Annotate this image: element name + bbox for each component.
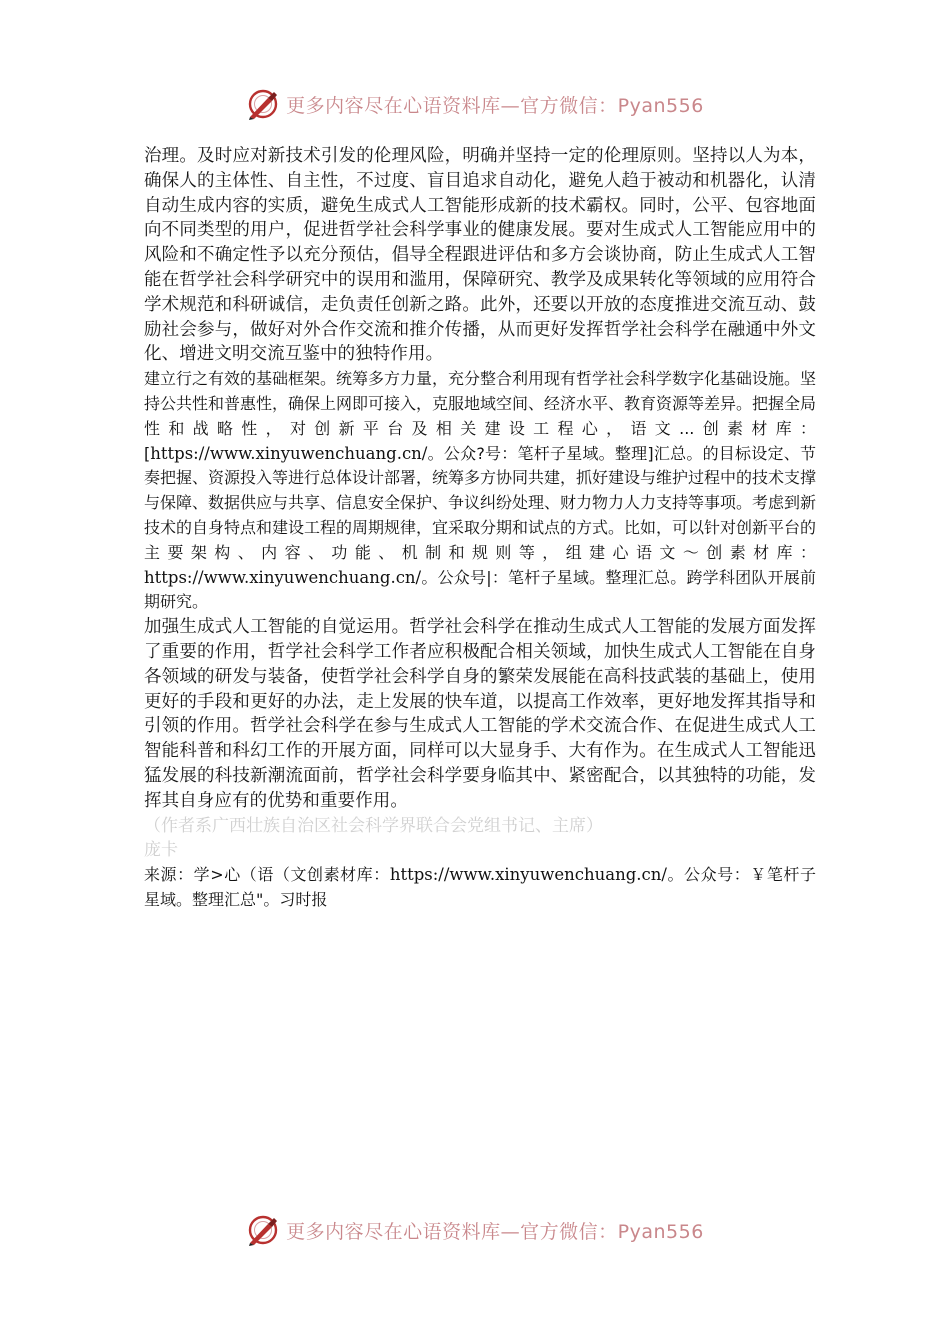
header-banner xyxy=(0,84,950,124)
paragraph-framework xyxy=(144,367,816,615)
source-link[interactable]: https://www.xinyuwenchuang.cn/ xyxy=(389,865,667,885)
footer-banner xyxy=(0,1210,950,1250)
editor-name: 庞卡 xyxy=(144,840,178,861)
footer-banner-text xyxy=(286,1217,704,1244)
source-text-a: 来源：学>心（语（文创素材库： xyxy=(144,865,390,885)
author-note: （作者系广西壮族自治区社会科学界联合会党组书记、主席） xyxy=(144,815,603,836)
banner-brand: Pyan556 xyxy=(617,94,704,117)
framework-text-a: 建立行之有效的基础框架。统筹多方力量，充分整合利用现有哲学社会科学数字化基础设施。坚持公共性和普惠性，确保上网即可接入，克服地域空间、经济水平、教育资源等差异。把握全局性和战略性，对创新平台及相关建设工程心，语文...创素材库：[ xyxy=(144,369,817,463)
paragraph-application: 加强生成式人工智能的自觉运用。哲学社会科学在推动生成式人工智能的发展方面发挥了重要的作用，哲学社会科学工作者应积极配合相关领域，加快生成式人工智能在自身各领域的研发与装备，使哲学社会科学自身的繁荣发展能在高科技武装的基础上，使用更好的手段和更好的办法，走上发展的快车道，以提高工作效率，更好地发挥其指导和引领的作用。哲学社会科学在参与生成式人工智能的学术交流合作、在促进生成式人工智能科普和科幻工作的开展方面，同样可以大显身手、大有作为。在生成式人工智能迅猛发展的科技新潮流面前，哲学社会科学要身临其中、紧密配合，以其独特的功能，发挥其自身应有的优势和重要作用。 xyxy=(144,617,816,811)
source-text-b: 。公众号：￥笔杆子星域。整理汇总"。习时报 xyxy=(144,865,816,909)
framework-link-2[interactable]: https://www.xinyuwenchuang.cn/ xyxy=(144,567,422,587)
paragraph-ethics: 治理。及时应对新技术引发的伦理风险，明确并坚持一定的伦理原则。坚持以人为本，确保人的主体性、自主性，不过度、盲目追求自动化，避免人趋于被动和机器化，认清自动生成内容的实质，避免生成式人工智能形成新的技术霸权。同时，公平、包容地面向不同类型的用户，促进哲学社会科学事业的健康发展。要对生成式人工智能应用中的风险和不确定性予以充分预估，倡导全程跟进评估和多方会谈协商，防止生成式人工智能在哲学社会科学研究中的误用和滥用，保障研究、教学及成果转化等领域的应用符合学术规范和科研诚信，走负责任创新之路。此外，还要以开放的态度推进交流互动、鼓励社会参与，做好对外合作交流和推介传播，从而更好发挥哲学社会科学在融通中外文化、增进文明交流互鉴中的独特作用。 xyxy=(144,146,816,365)
source-line xyxy=(144,863,816,913)
banner-inner xyxy=(246,87,704,121)
framework-text-b: 。公众?号：笔杆子星域。整理]汇总。的目标设定、节奏把握、资源投入等进行总体设计部署，统筹多方协同共建，抓好建设与维护过程中的技术支撑与保障、数据供应与共享、信息安全保护、争议纠纷处理、财力物力人力支持等事项。考虑到新技术的自身特点和建设工程的周期规律，宜采取分期和试点的方式。比如，可以针对创新平台的主要架构、内容、功能、机制和规则等，组建心语文～创素材库： xyxy=(144,443,817,562)
article-body xyxy=(144,144,816,913)
framework-text-c: 。公众号|：笔杆子星域。整理汇总。跨学科团队开展前期研究。 xyxy=(144,567,816,612)
banner-text xyxy=(286,91,704,118)
footer-banner-brand: Pyan556 xyxy=(617,1220,704,1243)
footer-banner-label: 更多内容尽在心语资料库—官方微信： xyxy=(286,1220,618,1243)
footer-banner-inner xyxy=(246,1213,704,1247)
pen-logo-icon xyxy=(246,87,280,121)
banner-label: 更多内容尽在心语资料库—官方微信： xyxy=(286,94,618,117)
framework-link-1[interactable]: https://www.xinyuwenchuang.cn/ xyxy=(150,443,428,463)
pen-logo-icon xyxy=(246,1213,280,1247)
